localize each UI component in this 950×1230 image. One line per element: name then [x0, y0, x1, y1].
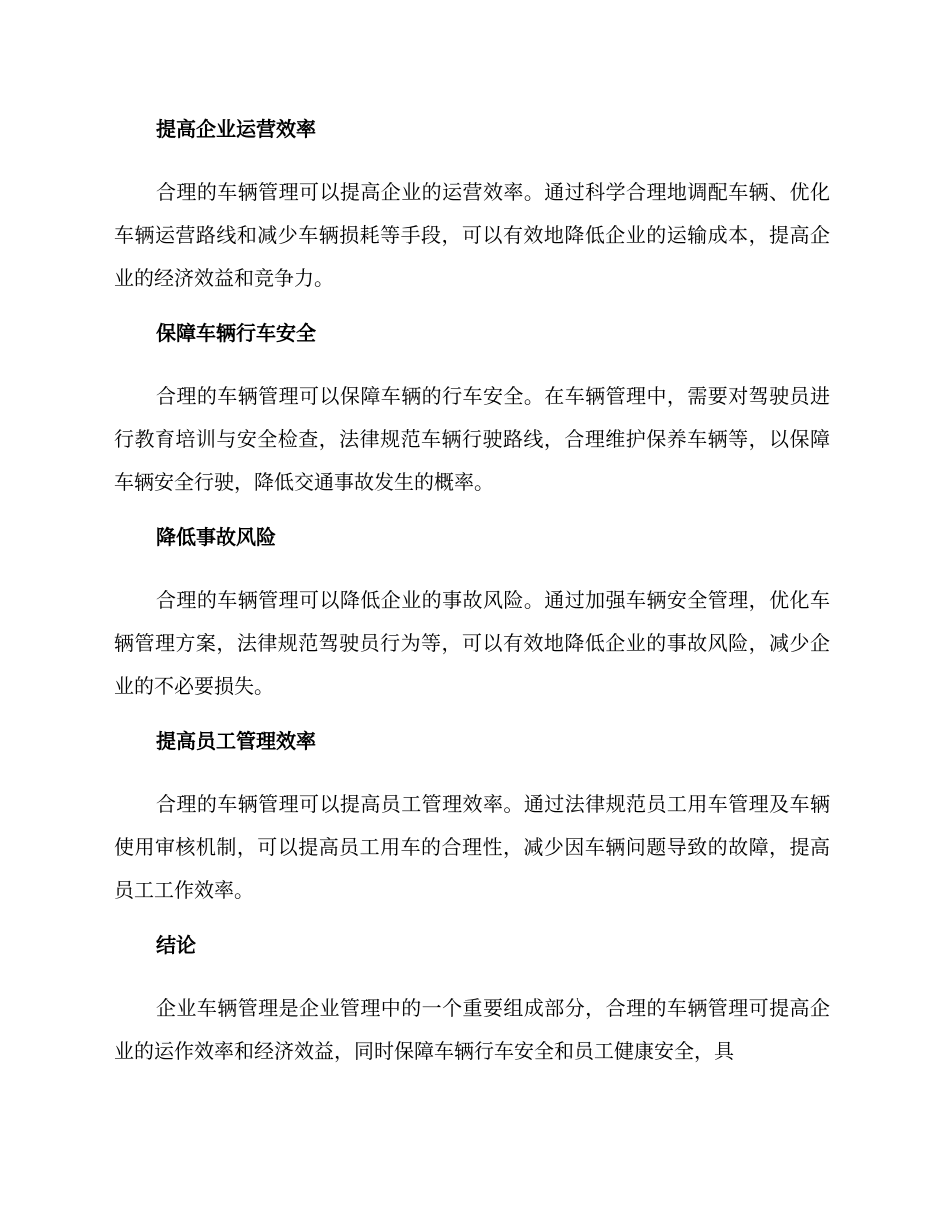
- section-heading-operating-efficiency: 提高企业运营效率: [156, 117, 316, 141]
- section-heading-accident-risk: 降低事故风险: [156, 525, 276, 549]
- document-page: [114, 108, 830, 1085]
- section-heading-conclusion: 结论: [156, 933, 196, 957]
- section-heading-driving-safety: 保障车辆行车安全: [156, 321, 316, 345]
- section-paragraph-staff-efficiency: 合理的车辆管理可以提高员工管理效率。通过法律规范员工用车管理及车辆使用审核机制，可以提高员工用车的合理性，减少因车辆问题导致的故障，提高员工工作效率。: [114, 792, 830, 902]
- section-heading-staff-efficiency: 提高员工管理效率: [156, 729, 316, 753]
- section-paragraph-accident-risk: 合理的车辆管理可以降低企业的事故风险。通过加强车辆安全管理，优化车辆管理方案，法律规范驾驶员行为等，可以有效地降低企业的事故风险，减少企业的不必要损失。: [114, 588, 830, 698]
- section-paragraph-operating-efficiency: 合理的车辆管理可以提高企业的运营效率。通过科学合理地调配车辆、优化车辆运营路线和减少车辆损耗等手段，可以有效地降低企业的运输成本，提高企业的经济效益和竞争力。: [114, 180, 830, 290]
- section-paragraph-conclusion: 企业车辆管理是企业管理中的一个重要组成部分，合理的车辆管理可提高企业的运作效率和经济效益，同时保障车辆行车安全和员工健康安全，具: [114, 996, 830, 1063]
- section-paragraph-driving-safety: 合理的车辆管理可以保障车辆的行车安全。在车辆管理中，需要对驾驶员进行教育培训与安全检查，法律规范车辆行驶路线，合理维护保养车辆等，以保障车辆安全行驶，降低交通事故发生的概率。: [114, 384, 830, 494]
